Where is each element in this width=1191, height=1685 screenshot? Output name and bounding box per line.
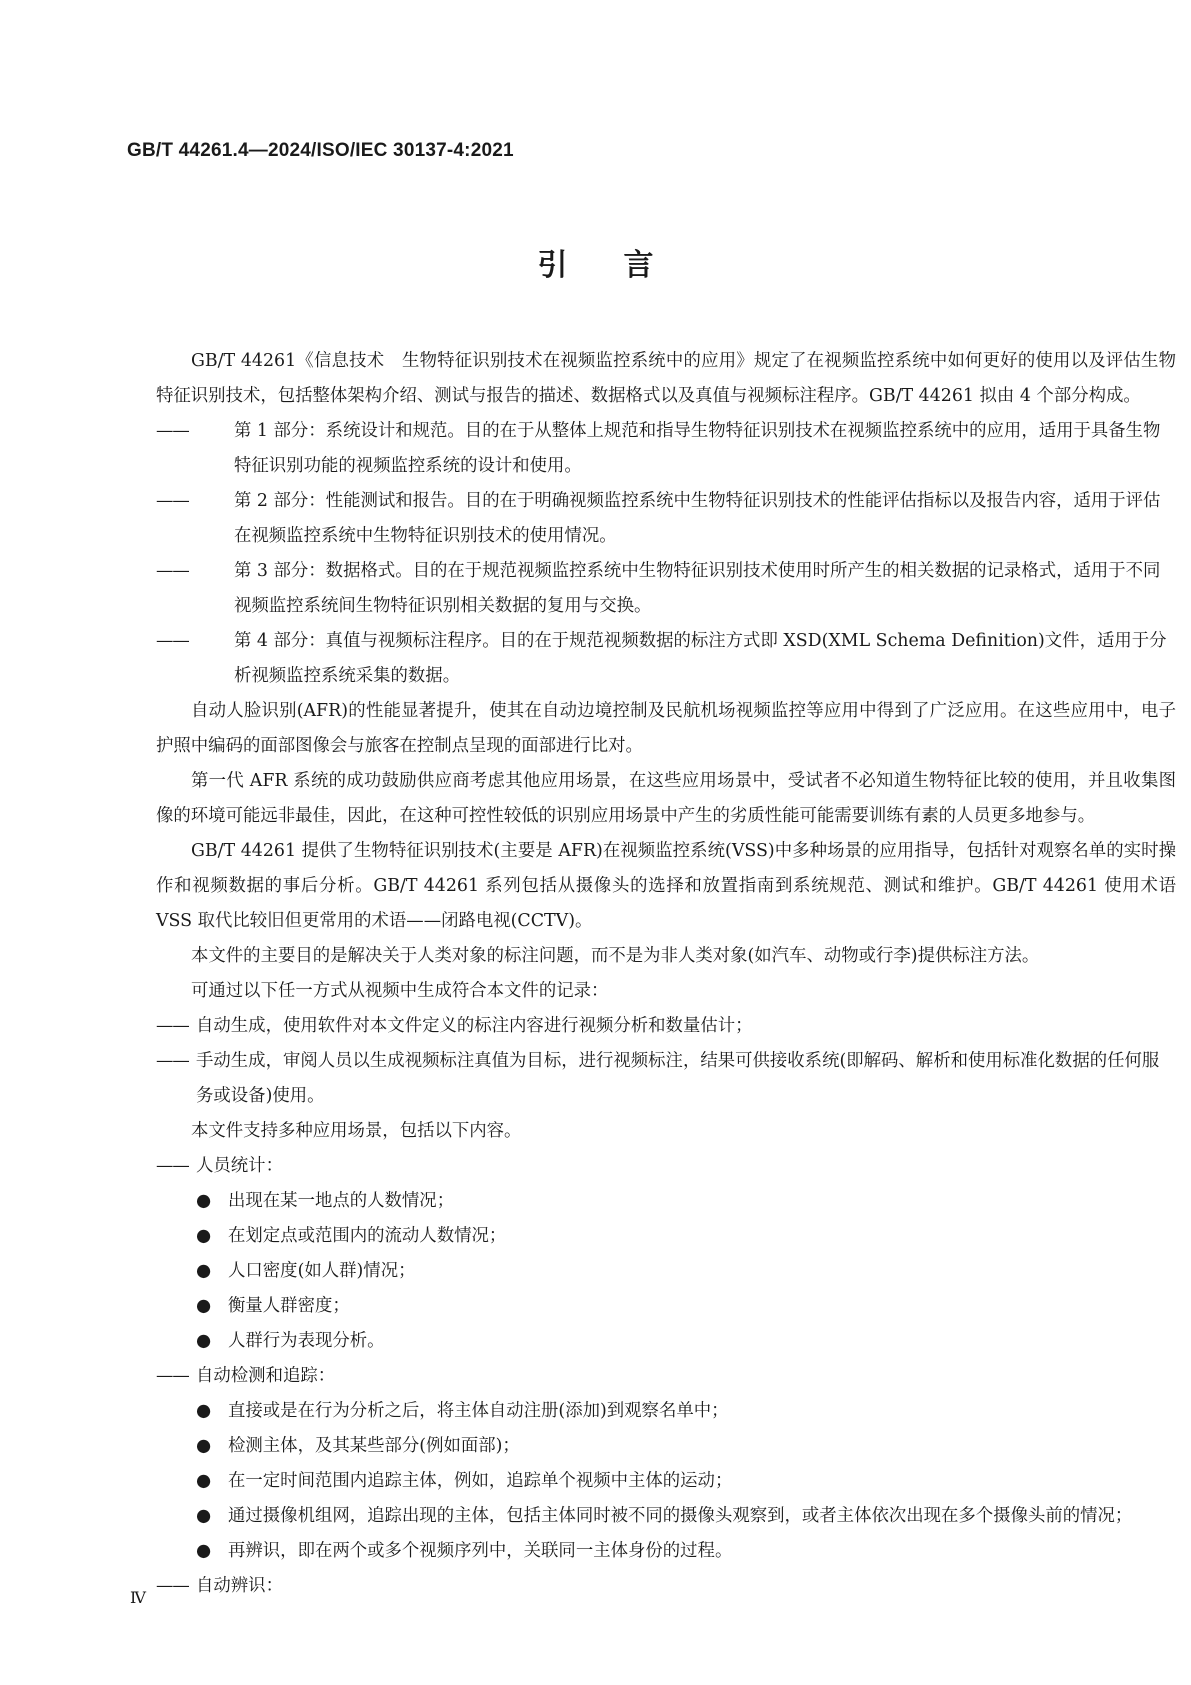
list-item: ● 人口密度(如人群)情况； [156, 1254, 1176, 1289]
part-item-4: —— 第 4 部分：真值与视频标注程序。目的在于规范视频数据的标注方式即 XSD(XML Schema Definition)文件，适用于分析视频监控系统采集的数据。 [156, 624, 1176, 694]
bullet-icon: ● [196, 1401, 212, 1421]
page-title: 引言 [537, 248, 710, 283]
em-dash: —— [156, 1576, 189, 1596]
generation-item-manual: —— 手动生成，审阅人员以生成视频标注真值为目标，进行视频标注，结果可供接收系统(即解码、解析和使用标准化数据的任何服务或设备)使用。 [156, 1044, 1176, 1114]
list-item: ● 直接或是在行为分析之后，将主体自动注册(添加)到观察名单中； [156, 1394, 1176, 1429]
introduction-body [156, 344, 1176, 1604]
bullet-icon: ● [196, 1191, 212, 1211]
intro-paragraph-4: GB/T 44261 提供了生物特征识别技术(主要是 AFR)在视频监控系统(VSS)中多种场景的应用指导，包括针对观察名单的实时操作和视频数据的事后分析。GB/T 44261 系列包括从摄像头的选择和放置指南到系统规范、测试和维护。GB/T 44261 使用术语 VSS 取代比较旧但更常用的术语——闭路电视(CCTV)。 [156, 841, 1176, 931]
part-item-2: —— 第 2 部分：性能测试和报告。目的在于明确视频监控系统中生物特征识别技术的性能评估指标以及报告内容，适用于评估在视频监控系统中生物特征识别技术的使用情况。 [156, 484, 1176, 554]
scenario-detection-tracking: —— 自动检测和追踪： [156, 1359, 1176, 1394]
bullet-icon: ● [196, 1261, 212, 1281]
part-item-1: —— 第 1 部分：系统设计和规范。目的在于从整体上规范和指导生物特征识别技术在视频监控系统中的应用，适用于具备生物特征识别功能的视频监控系统的设计和使用。 [156, 414, 1176, 484]
bullet-icon: ● [196, 1471, 212, 1491]
bullet-icon: ● [196, 1541, 212, 1561]
em-dash: —— [156, 1366, 189, 1386]
intro-paragraph-5: 本文件的主要目的是解决关于人类对象的标注问题，而不是为非人类对象(如汽车、动物或行李)提供标注方法。 [191, 946, 1040, 966]
list-item: ● 检测主体，及其某些部分(例如面部)； [156, 1429, 1176, 1464]
intro-paragraph-7: 本文件支持多种应用场景，包括以下内容。 [191, 1121, 522, 1141]
intro-paragraph-3: 第一代 AFR 系统的成功鼓励供应商考虑其他应用场景，在这些应用场景中，受试者不必知道生物特征比较的使用，并且收集图像的环境可能远非最佳，因此，在这种可控性较低的识别应用场景中产生的劣质性能可能需要训练有素的人员更多地参与。 [156, 771, 1176, 826]
bullet-icon: ● [196, 1436, 212, 1456]
list-item: ● 再辨识，即在两个或多个视频序列中，关联同一主体身份的过程。 [156, 1534, 1176, 1569]
list-item: ● 在一定时间范围内追踪主体，例如，追踪单个视频中主体的运动； [156, 1464, 1176, 1499]
scenario-people-counting: —— 人员统计： [156, 1149, 1176, 1184]
em-dash: —— [156, 421, 189, 441]
list-item: ● 人群行为表现分析。 [156, 1324, 1176, 1359]
bullet-icon: ● [196, 1331, 212, 1351]
page-number: Ⅳ [130, 1588, 146, 1607]
em-dash: —— [156, 561, 189, 581]
em-dash: —— [156, 1016, 189, 1036]
intro-paragraph-2: 自动人脸识别(AFR)的性能显著提升，使其在自动边境控制及民航机场视频监控等应用中得到了广泛应用。在这些应用中，电子护照中编码的面部图像会与旅客在控制点呈现的面部进行比对。 [156, 701, 1176, 756]
list-item: ● 通过摄像机组网，追踪出现的主体，包括主体同时被不同的摄像头观察到，或者主体依次出现在多个摄像头前的情况； [156, 1499, 1176, 1534]
bullet-icon: ● [196, 1226, 212, 1246]
bullet-icon: ● [196, 1296, 212, 1316]
standard-number-header: GB/T 44261.4—2024/ISO/IEC 30137-4:2021 [127, 140, 514, 161]
bullet-icon: ● [196, 1506, 212, 1526]
generation-methods-list [156, 1009, 1176, 1114]
scenario-auto-identification: —— 自动辨识： [156, 1569, 1176, 1604]
em-dash: —— [156, 491, 189, 511]
generation-item-auto: —— 自动生成，使用软件对本文件定义的标注内容进行视频分析和数量估计； [156, 1009, 1176, 1044]
em-dash: —— [156, 1156, 189, 1176]
list-item: ● 衡量人群密度； [156, 1289, 1176, 1324]
intro-paragraph-1: GB/T 44261《信息技术 生物特征识别技术在视频监控系统中的应用》规定了在视频监控系统中如何更好的使用以及评估生物特征识别技术，包括整体架构介绍、测试与报告的描述、数据格式以及真值与视频标注程序。GB/T 44261 拟由 4 个部分构成。 [156, 351, 1176, 406]
list-item: ● 在划定点或范围内的流动人数情况； [156, 1219, 1176, 1254]
part-item-3: —— 第 3 部分：数据格式。目的在于规范视频监控系统中生物特征识别技术使用时所产生的相关数据的记录格式，适用于不同视频监控系统间生物特征识别相关数据的复用与交换。 [156, 554, 1176, 624]
list-item: ● 出现在某一地点的人数情况； [156, 1184, 1176, 1219]
intro-paragraph-6: 可通过以下任一方式从视频中生成符合本文件的记录： [191, 981, 609, 1001]
em-dash: —— [156, 631, 189, 651]
people-counting-bullets [156, 1184, 1176, 1359]
parts-list [156, 414, 1176, 694]
detection-tracking-bullets [156, 1394, 1176, 1569]
em-dash: —— [156, 1051, 189, 1071]
scenarios-list [156, 1149, 1176, 1604]
